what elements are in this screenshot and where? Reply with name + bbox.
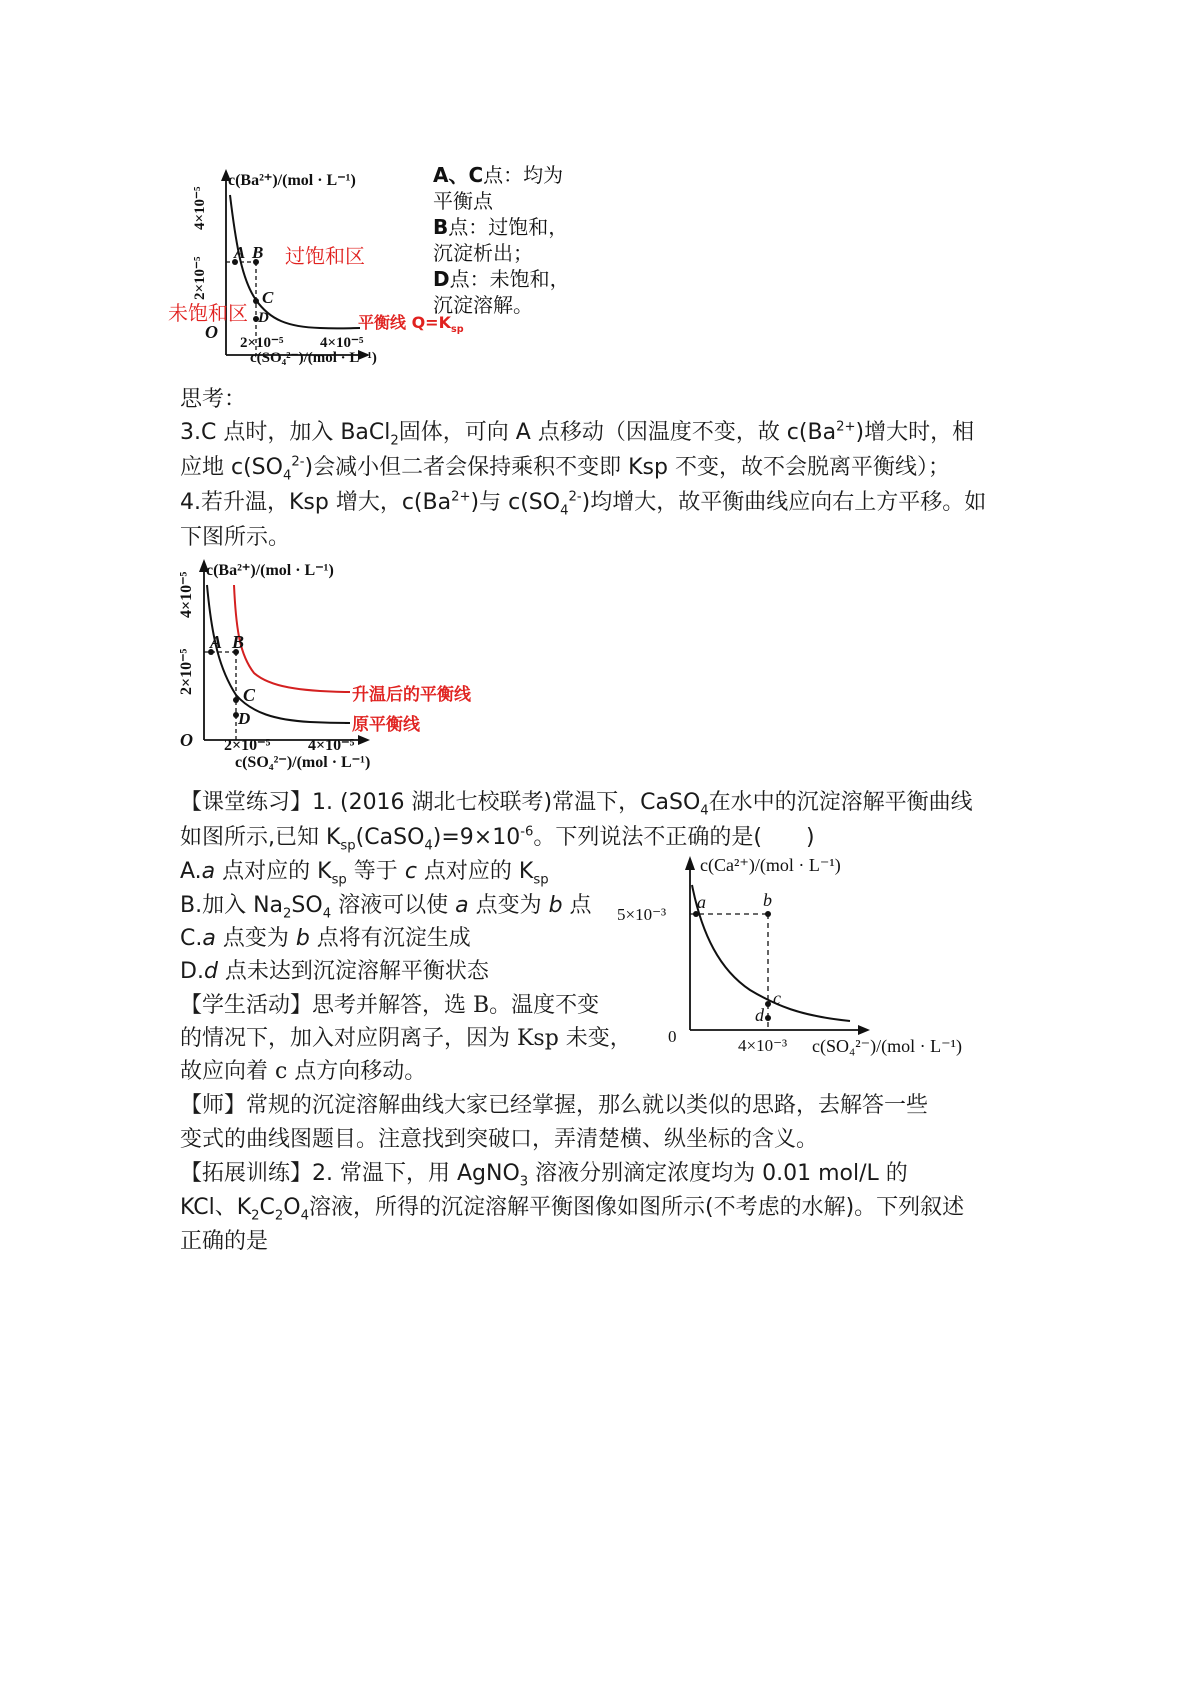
point-C-dot: [233, 697, 239, 703]
original-equilibrium-curve: [207, 585, 350, 723]
x-axis-arrow: [358, 735, 370, 745]
region-supersaturated: 过饱和区: [285, 244, 365, 268]
fig1-y-label: c(Ba²⁺)/(mol · L⁻¹): [228, 172, 356, 189]
fig2-x-label: c(SO₄²⁻)/(mol · L⁻¹): [235, 754, 371, 771]
fig2-y-tick-1: 2×10⁻⁵: [178, 648, 195, 695]
note-line-2: 平衡点: [433, 189, 493, 213]
fig3-x-label: c(SO₄²⁻)/(mol · L⁻¹): [812, 1036, 963, 1056]
fig2-origin: O: [180, 730, 193, 750]
fig1-x-tick-2: 4×10⁻⁵: [320, 335, 364, 351]
exercise-line-1: 【课堂练习】1. (2016 湖北七校联考)常温下，CaSO$_4$在水中的沉淀溶解平衡曲线: [180, 790, 973, 819]
extension-line-2: KCl、$K_2C_2O_4$溶液，所得的沉淀溶解平衡图像如图所示(不考虑的水解)。下列叙述: [180, 1195, 965, 1224]
fig2-y-tick-2: 4×10⁻⁵: [178, 571, 195, 618]
teacher-line-2: 变式的曲线图题目。注意找到突破口，弄清楚横、纵坐标的含义。: [180, 1127, 819, 1152]
fig3-origin: 0: [668, 1027, 677, 1046]
note-line-5: D点：未饱和，: [433, 267, 570, 291]
option-B: B.加入 $Na_2SO_4$ 溶液可以使 a 点变为 b 点: [180, 893, 592, 922]
fig2-point-C: C: [243, 685, 256, 705]
fig2-y-label: c(Ba²⁺)/(mol · L⁻¹): [206, 562, 334, 579]
fig3-y-tick: 5×10⁻³: [617, 905, 667, 924]
point-d-dot: [765, 1015, 771, 1021]
point-c-dot: [765, 1001, 771, 1007]
fig1-point-B: B: [252, 243, 264, 262]
extension-line-3: 正确的是: [180, 1229, 269, 1254]
think-p4-line2: 下图所示。: [180, 525, 291, 550]
fig2-x-tick-2: 4×10⁻⁵: [308, 737, 355, 754]
think-p3-line1: 3.C 点时，加入 BaCl$_2$固体，可向 A 点移动（因温度不变，故 $c(Ba^{2+})$增大时，相: [180, 419, 975, 449]
fig3-x-tick: 4×10⁻³: [738, 1036, 788, 1055]
option-D: D.d 点未达到沉淀溶解平衡状态: [180, 959, 489, 984]
heated-line-label: 升温后的平衡线: [352, 685, 471, 705]
student-activity-2: 的情况下，加入对应阴离子，因为 Ksp 未变，: [180, 1026, 632, 1051]
fig1-y-tick-1: 2×10⁻⁵: [192, 256, 208, 300]
fig2-point-A: A: [210, 632, 223, 652]
student-activity-1: 【学生活动】思考并解答，选 B。温度不变: [180, 993, 600, 1018]
teacher-line-1: 【师】常规的沉淀溶解曲线大家已经掌握，那么就以类似的思路，去解答一些: [180, 1093, 929, 1118]
equilibrium-line-sub: sp: [450, 324, 464, 336]
note-line-1: A、C点：均为: [433, 163, 564, 187]
fig2-point-B: B: [232, 632, 245, 652]
region-unsaturated: 未饱和区: [168, 301, 248, 325]
fig1-origin: O: [205, 322, 218, 342]
fig3-point-c: c: [773, 988, 781, 1008]
point-C-dot: [253, 298, 259, 304]
point-b-dot: [765, 911, 771, 917]
think-p3-line2: 应地 $c(SO_4^{2-})$会减小但二者会保持乘积不变即 Ksp 不变，故不会脱离平衡线）；: [180, 454, 950, 484]
fig1-point-A: A: [234, 243, 246, 262]
equilibrium-line-text: 平衡线 Q=K: [358, 313, 451, 332]
note-line-3: B点：过饱和，: [433, 215, 569, 239]
fig3-point-d: d: [755, 1005, 764, 1025]
fig1-y-tick-2: 4×10⁻⁵: [192, 186, 208, 230]
student-activity-3: 故应向着 c 点方向移动。: [180, 1059, 427, 1084]
think-p4-line1: 4.若升温，Ksp 增大，$c(Ba^{2+})$与 $c(SO_4^{2-})$均增大，故平衡曲线应向右上方平移。如: [180, 489, 987, 519]
note-line-4: 沉淀析出；: [433, 241, 533, 265]
extension-line-1: 【拓展训练】2. 常温下，用 AgNO$_3$ 溶液分别滴定浓度均为 0.01 mol/L 的: [180, 1161, 908, 1190]
fig2-x-tick-1: 2×10⁻⁵: [224, 737, 271, 754]
fig3-point-b: b: [763, 890, 772, 910]
fig1-point-C: C: [262, 288, 274, 307]
fig1-x-label: c(SO₄²⁻)/(mol · L⁻¹): [250, 350, 377, 366]
y-axis-arrow: [685, 856, 695, 870]
exercise-line-2: 如图所示,已知 $K_{sp}(CaSO_4)=9\times 10^{-6}$。下列说法不正确的是( ): [180, 824, 815, 854]
fig3-y-label: c(Ca²⁺)/(mol · L⁻¹): [700, 855, 841, 875]
point-notes: [433, 162, 570, 318]
note-line-6: 沉淀溶解。: [433, 293, 533, 317]
fig2-point-D: D: [238, 709, 251, 728]
original-line-label: 原平衡线: [352, 715, 420, 735]
fig1-point-D: D: [258, 310, 269, 326]
x-axis-arrow: [858, 1025, 870, 1035]
option-A: A.a 点对应的 $K_{sp}$ 等于 c 点对应的 $K_{sp}$: [180, 859, 549, 888]
fig1-x-tick-1: 2×10⁻⁵: [240, 335, 284, 351]
option-C: C.a 点变为 b 点将有沉淀生成: [180, 926, 471, 951]
heated-equilibrium-curve: [234, 585, 345, 692]
fig3-point-a: a: [697, 892, 706, 912]
think-heading: 思考：: [180, 387, 247, 412]
